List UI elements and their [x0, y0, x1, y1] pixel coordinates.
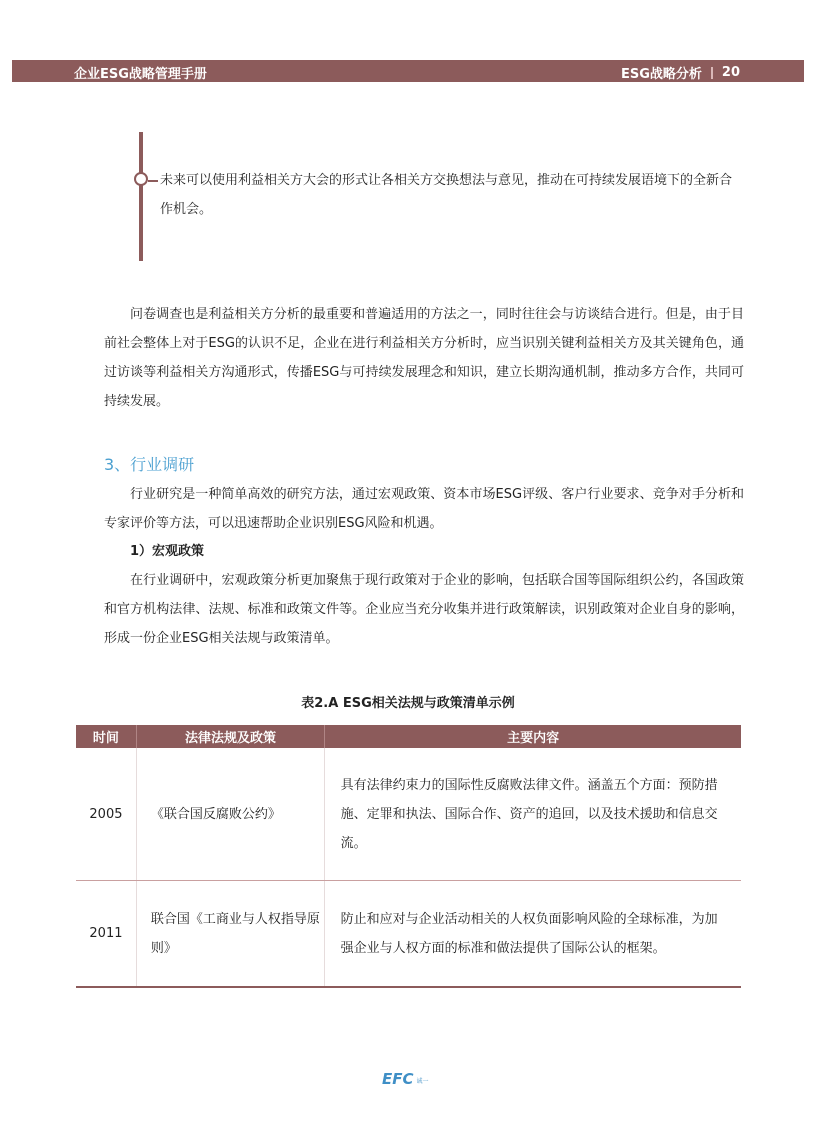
- subheading: 1）宏观政策: [130, 544, 205, 559]
- header-divider: [711, 67, 713, 79]
- policy-table: [76, 725, 741, 988]
- page-number: 20: [721, 65, 740, 80]
- quote-bar: [139, 132, 143, 261]
- header-policy: 法律法规及政策: [137, 725, 325, 748]
- paragraph-survey: 问卷调查也是利益相关方分析的最重要和普遍适用的方法之一，同时往往会与访谈结合进行。但是，由于目前社会整体上对于ESG的认识不足，企业在进行利益相关方分析时，应当识别关键利益相关方及其关键角色，通过访谈等利益相关方沟通形式，传播ESG与可持续发展理念和知识，建立长期沟通机制，推动多方合作，共同可持续发展。: [104, 307, 744, 409]
- row-year: 2005: [76, 748, 137, 880]
- row-year: 2011: [76, 881, 137, 986]
- table-row: [76, 748, 741, 881]
- paragraph-macro-policy: 在行业调研中，宏观政策分析更加聚焦于现行政策对于企业的影响，包括联合国等国际组织公约，各国政策和官方机构法律、法规、标准和政策文件等。企业应当充分收集并进行政策解读，识别政策对企业自身的影响，形成一份企业ESG相关法规与政策清单。: [104, 573, 744, 646]
- row-policy: 联合国《工商业与人权指导原则》: [137, 881, 325, 986]
- section-title: 3、行业调研: [104, 455, 195, 474]
- logo-text: EFC: [382, 1070, 414, 1088]
- page-header: [12, 60, 804, 82]
- paragraph-industry-research: 行业研究是一种简单高效的研究方法，通过宏观政策、资本市场ESG评级、客户行业要求、竞争对手分析和专家评价等方法，可以迅速帮助企业识别ESG风险和机遇。: [104, 487, 744, 531]
- document-title: 企业ESG战略管理手册: [74, 67, 207, 82]
- quote-connector: [148, 180, 158, 182]
- row-content: 具有法律约束力的国际性反腐败法律文件。涵盖五个方面：预防措施、定罪和执法、国际合作、资产的追回，以及技术援助和信息交流。: [340, 777, 718, 851]
- section-name: ESG战略分析: [620, 67, 702, 82]
- row-policy: 《联合国反腐败公约》: [137, 748, 325, 880]
- table-row: [76, 881, 741, 988]
- table-header: [76, 725, 741, 748]
- header-right: [621, 63, 740, 82]
- row-content: 防止和应对与企业活动相关的人权负面影响风险的全球标准，为加强企业与人权方面的标准和做法提供了国际公认的框架。: [340, 911, 718, 956]
- table-caption: 表2.A ESG相关法规与政策清单示例: [301, 696, 515, 711]
- header-time: 时间: [76, 725, 137, 748]
- logo-small-text: 诚一: [416, 1078, 429, 1085]
- quote-text: 未来可以使用利益相关方大会的形式让各相关方交换想法与意见，推动在可持续发展语境下的全新合作机会。: [160, 173, 733, 217]
- efc-logo: [382, 1070, 429, 1088]
- quote-bullet-icon: [134, 172, 148, 186]
- header-content: 主要内容: [507, 731, 560, 746]
